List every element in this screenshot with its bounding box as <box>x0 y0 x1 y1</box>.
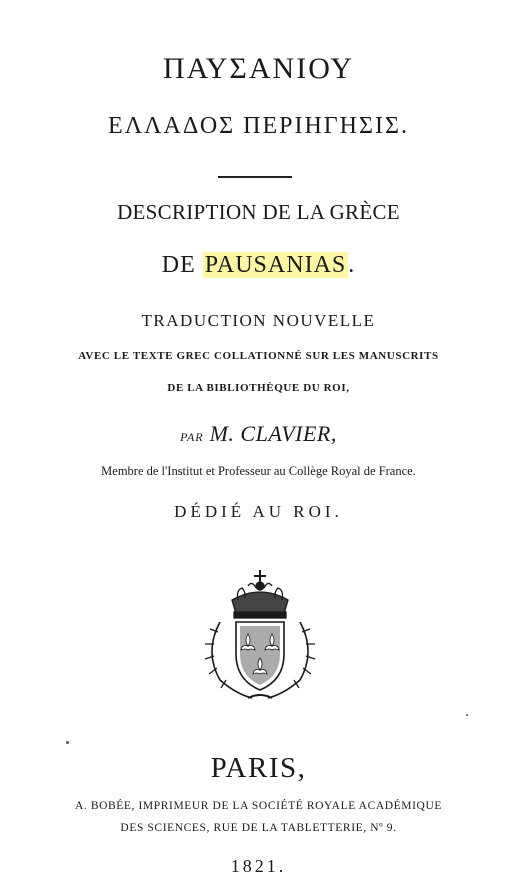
description-title: DESCRIPTION DE LA GRÈCE <box>117 200 400 224</box>
author-suffix: . <box>348 252 356 278</box>
printer-line-1: A. BOBÉE, IMPRIMEUR DE LA SOCIÉTÉ ROYALE ACADÉMIQUE <box>75 800 442 812</box>
greek-subtitle: ΕΛΛΑΔΟΣ ΠΕΡΙΗΓΗΣΙΣ. <box>108 113 409 139</box>
translation-heading: TRADUCTION NOUVELLE <box>141 311 376 330</box>
translator-line <box>0 421 517 447</box>
publication-year: 1821. <box>230 856 287 876</box>
city: PARIS, <box>210 752 307 784</box>
royal-coat-of-arms-icon <box>190 562 330 704</box>
author-prefix: DE <box>161 252 196 278</box>
greek-title: ΠΑΥΣΑΝΙΟΥ <box>162 52 355 85</box>
dedication: DÉDIÉ AU ROI. <box>174 502 343 521</box>
translator-title: Membre de l'Institut et Professeur au Collège Royal de France. <box>101 464 416 478</box>
title-divider <box>218 176 292 178</box>
translator-name: M. CLAVIER, <box>209 421 337 446</box>
ink-speck <box>66 741 69 744</box>
printer-line-2: DES SCIENCES, RUE DE LA TABLETTERIE, Nº 9. <box>120 822 397 834</box>
author-line <box>0 252 517 279</box>
greek-text-note: AVEC LE TEXTE GREC COLLATIONNÉ SUR LES MANUSCRITS <box>78 350 439 362</box>
ink-speck <box>466 714 468 716</box>
author-name-highlighted[interactable]: PAUSANIAS <box>204 252 347 278</box>
library-note: DE LA BIBLIOTHÈQUE DU ROI, <box>167 382 350 394</box>
par-label: PAR <box>180 430 204 444</box>
